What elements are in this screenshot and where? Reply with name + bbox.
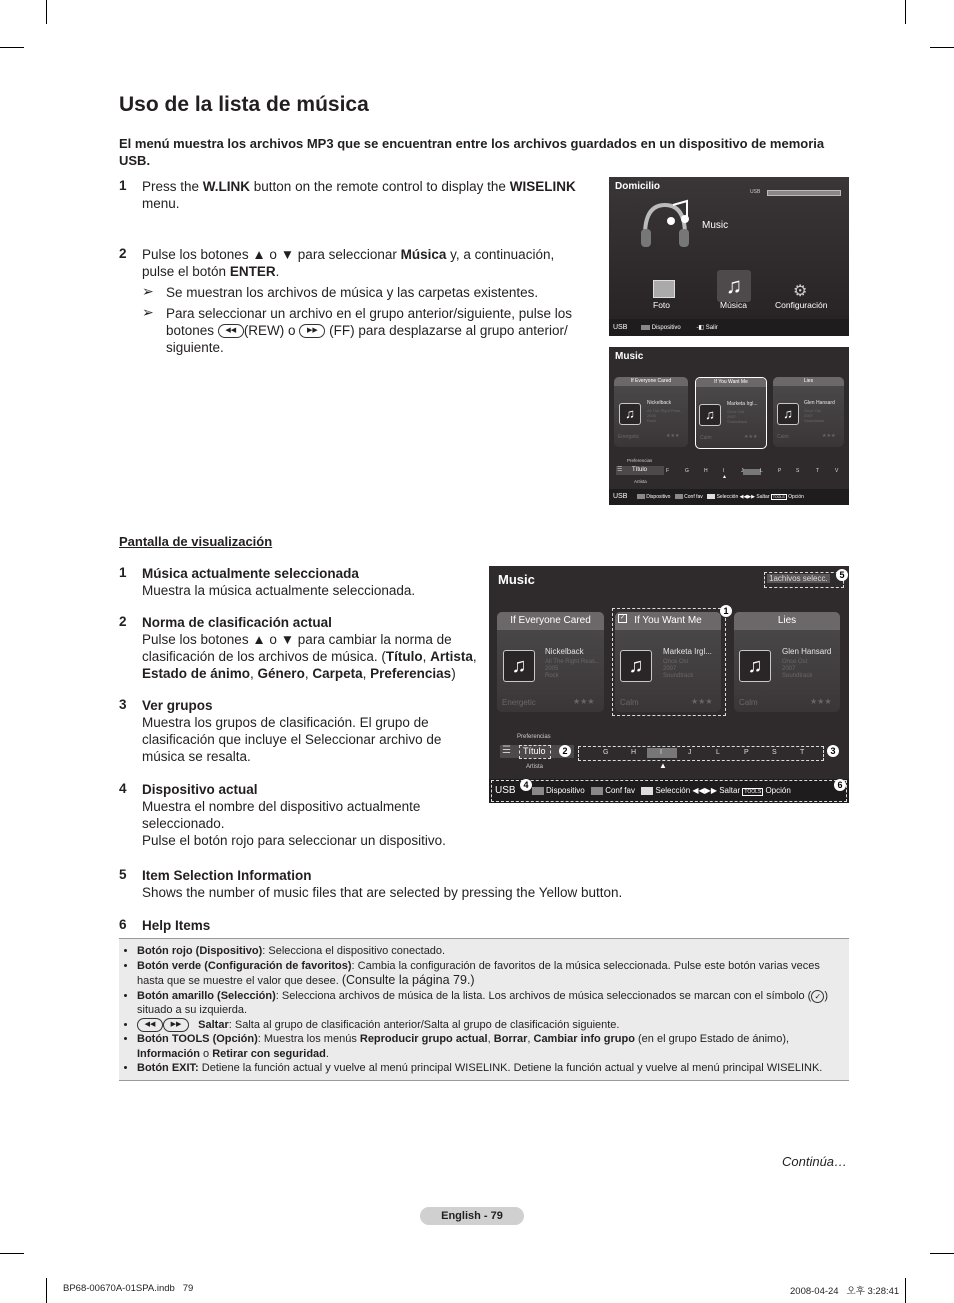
list-icon: ☰ bbox=[617, 467, 623, 473]
item-title: Música actualmente seleccionada bbox=[142, 566, 359, 581]
crop-mark bbox=[0, 47, 24, 48]
help-item: • ◀◀ ▶▶ Saltar: Salta al grupo de clasificación anterior/Salta al grupo de clasificación siguiente. bbox=[137, 1018, 849, 1033]
card-mood: Energetic bbox=[502, 698, 536, 707]
card-title: Lies bbox=[734, 612, 840, 630]
group-letter[interactable]: I bbox=[723, 468, 725, 474]
step-text: button on the remote control to display the bbox=[250, 179, 510, 194]
note-2 bbox=[166, 305, 586, 356]
help-select: Selección bbox=[716, 494, 739, 500]
help-item: • Botón TOOLS (Opción): Muestra los menús Reproducir grupo actual, Borrar, Cambiar info grupo (en el grupo Estado de ánimo), Información o Retirar con seguridad. bbox=[137, 1032, 849, 1061]
item-number: 6 bbox=[119, 917, 127, 932]
checkmark-icon: ✓ bbox=[811, 990, 824, 1003]
rew-icon: ◀◀ bbox=[218, 324, 244, 338]
card-details: Once Ost 2007 Soundtrack bbox=[663, 659, 694, 679]
print-info-right: 2008-04-24 오후 3:28:41 bbox=[790, 1286, 900, 1297]
ff-icon: ▶▶ bbox=[299, 324, 325, 338]
music-list-screen-large bbox=[489, 566, 849, 803]
step-1-text bbox=[142, 178, 592, 212]
item-text: clasificación de los archivos de música. ( bbox=[142, 649, 386, 664]
step-bold: W.LINK bbox=[202, 179, 251, 194]
sort-current: Título bbox=[632, 467, 648, 473]
card-title: If Everyone Cared bbox=[497, 612, 604, 630]
step-text: y, a continuación, pulse el botón bbox=[142, 247, 555, 279]
card-stars: ★★★ bbox=[810, 697, 832, 706]
crop-mark bbox=[46, 1278, 47, 1303]
item-title: Ver grupos bbox=[142, 698, 213, 713]
note-arrow-icon: ➢ bbox=[142, 283, 154, 299]
usb-label: USB bbox=[750, 189, 761, 195]
help-frame bbox=[491, 780, 847, 802]
card-artist: Marketa Irgl... bbox=[663, 647, 712, 656]
group-letter[interactable]: P bbox=[778, 468, 782, 474]
music-note-icon: ♫ bbox=[619, 403, 641, 425]
item-title: Dispositivo actual bbox=[142, 782, 258, 797]
group-letter[interactable]: G bbox=[603, 749, 609, 756]
skip-icon: ◀◀▶▶ bbox=[739, 494, 756, 500]
help-exit: Salir bbox=[705, 325, 718, 331]
sort-prev: Preferencias bbox=[627, 458, 653, 463]
sort-current: Título bbox=[523, 746, 546, 756]
group-letters bbox=[489, 749, 849, 759]
screen-title: Music bbox=[615, 351, 644, 362]
headphones-icon bbox=[637, 197, 693, 255]
item-title: Help Items bbox=[142, 918, 211, 933]
help-device: Dispositivo bbox=[651, 325, 681, 331]
item-title: Item Selection Information bbox=[142, 868, 312, 883]
intro-text: El menú muestra los archivos MP3 que se encuentran entre los archivos guardados en un dispositivo de memoria USB. bbox=[119, 136, 825, 168]
help-item: • Botón verde (Configuración de favoritos): Cambia la configuración de favoritos de la música seleccionada. Pulse este botón varias veces hasta que se muestre el valor que desee. (Consulte la página 79.) bbox=[137, 959, 849, 989]
checkmark-icon: ✓ bbox=[619, 615, 626, 621]
selection-info: 1achivos selecc. bbox=[769, 574, 828, 583]
group-letter[interactable]: I bbox=[660, 749, 662, 756]
help-fav: Conf fav bbox=[684, 494, 703, 500]
group-letter[interactable]: J bbox=[688, 749, 692, 756]
step-text: menu. bbox=[142, 196, 180, 211]
music-card[interactable] bbox=[614, 377, 688, 447]
item-title: Norma de clasificación actual bbox=[142, 615, 332, 630]
crop-mark bbox=[0, 1253, 24, 1254]
crop-mark bbox=[930, 1253, 954, 1254]
card-stars: ★★★ bbox=[573, 697, 595, 706]
help-option: Opción bbox=[788, 494, 804, 500]
group-letter[interactable]: J bbox=[741, 468, 744, 474]
section-title: Pantalla de visualización bbox=[119, 534, 273, 549]
card-stars: ★★★ bbox=[666, 433, 680, 439]
step-text: Pulse los botones ▲ o ▼ para seleccionar bbox=[142, 247, 401, 262]
screen-title: Domicilio bbox=[615, 181, 661, 192]
group-letter[interactable]: V bbox=[835, 468, 839, 474]
help-item: • Botón amarillo (Selección): Selecciona archivos de música de la lista. Los archivos de música seleccionados se marcan con el símbolo ( ✓ ) situado a su izquierda. bbox=[137, 989, 849, 1018]
card-title: If You Want Me bbox=[615, 612, 721, 630]
step-text: Press the bbox=[142, 179, 203, 194]
help-usb: USB bbox=[495, 785, 516, 796]
card-details: All The Right Reas.. 2005 Rock bbox=[647, 408, 683, 423]
group-letter[interactable]: H bbox=[631, 749, 637, 756]
item-number: 3 bbox=[119, 697, 127, 712]
list-icon: ☰ bbox=[502, 745, 511, 756]
music-note-icon: ♫ bbox=[777, 403, 799, 425]
display-item-2: Norma de clasificación actual Pulse los botones ▲ o ▼ para cambiar la norma de clasificación de los archivos de música. (Título, Artista, Estado de ánimo, Género, Carpeta, Preferencias) bbox=[142, 615, 477, 681]
display-item-6 bbox=[142, 917, 210, 934]
group-letter[interactable]: H bbox=[704, 468, 708, 474]
item-number: 5 bbox=[119, 867, 127, 882]
step-bold: WISELINK bbox=[509, 179, 576, 194]
group-letter[interactable]: S bbox=[772, 749, 777, 756]
menu-item-configuracion[interactable]: Configuración bbox=[775, 300, 828, 310]
menu-item-foto[interactable]: Foto bbox=[653, 300, 671, 310]
note-text: Para seleccionar un archivo en el grupo anterior/siguiente, pulse los botones bbox=[166, 306, 572, 338]
note-text: (FF) para desplazarse al grupo anterior/ siguiente. bbox=[166, 323, 568, 355]
step-bold: ENTER bbox=[229, 264, 276, 279]
note-arrow-icon: ➢ bbox=[142, 304, 154, 320]
menu-item-musica[interactable]: Música bbox=[720, 300, 747, 310]
item-number: 2 bbox=[119, 614, 127, 629]
music-note-icon: ♫ bbox=[739, 650, 771, 682]
help-bar bbox=[609, 319, 849, 336]
card-mood: Energetic bbox=[618, 434, 640, 440]
callout-5: 5 bbox=[836, 569, 848, 581]
card-artist: Glen Hansard bbox=[782, 647, 832, 656]
crop-mark bbox=[930, 47, 954, 48]
usb-capacity-bar bbox=[767, 190, 841, 196]
music-card-selected[interactable] bbox=[615, 612, 721, 712]
display-item-5: Item Selection Information Shows the number of music files that are selected by pressing the Yellow button. bbox=[142, 868, 623, 900]
help-skip: Saltar bbox=[756, 494, 770, 500]
wiselink-home-screen bbox=[609, 177, 849, 336]
callout-2: 2 bbox=[559, 745, 571, 757]
group-letter[interactable]: F bbox=[666, 468, 670, 474]
card-details: Once Ost 2007 Soundtrack bbox=[804, 408, 825, 423]
item-text: Muestra la música actualmente seleccionada. bbox=[142, 583, 416, 598]
callout-6: 6 bbox=[834, 779, 846, 791]
red-button-icon bbox=[637, 494, 645, 499]
music-note-icon: ♫ bbox=[620, 650, 652, 682]
yellow-button-icon bbox=[707, 494, 715, 499]
crop-mark bbox=[905, 0, 906, 24]
card-details: All The Right Reas.. 2005 Rock bbox=[545, 659, 599, 679]
continues-label: Continúa… bbox=[782, 1154, 848, 1169]
rew-icon: ◀◀ bbox=[137, 1018, 163, 1032]
step-2-text bbox=[142, 246, 582, 280]
card-title: Lies bbox=[773, 377, 844, 386]
group-pointer-icon: ▲ bbox=[722, 474, 727, 480]
skip-icon: ◀◀▶▶ bbox=[692, 786, 717, 795]
card-mood: Calm bbox=[777, 434, 789, 440]
help-skip: Saltar bbox=[719, 786, 741, 795]
card-title: If Everyone Cared bbox=[614, 377, 688, 386]
display-item-1 bbox=[142, 565, 482, 599]
green-button-icon bbox=[675, 494, 683, 499]
card-mood: Calm bbox=[620, 698, 639, 707]
card-stars: ★★★ bbox=[744, 434, 758, 440]
music-card[interactable] bbox=[497, 612, 604, 712]
card-stars: ★★★ bbox=[822, 433, 836, 439]
step-bold: Música bbox=[400, 247, 447, 262]
sort-next: Artista bbox=[634, 479, 647, 484]
group-letter[interactable]: S bbox=[796, 468, 800, 474]
display-item-3: Ver grupos Muestra los grupos de clasificación. El grupo de clasificación que incluye el Seleccionar archivo de música se resalta. bbox=[142, 698, 442, 764]
crop-mark bbox=[905, 1278, 906, 1303]
screen-title: Music bbox=[498, 572, 535, 587]
group-letters bbox=[609, 468, 849, 476]
exit-icon: -◧ bbox=[696, 325, 705, 331]
help-item: • Botón rojo (Dispositivo): Selecciona el dispositivo conectado. bbox=[137, 944, 849, 959]
page-title: Uso de la lista de música bbox=[119, 93, 369, 116]
print-info-left: BP68-00670A-01SPA.indb 79 bbox=[63, 1283, 194, 1294]
card-title: If You Want Me bbox=[696, 378, 766, 387]
music-card[interactable] bbox=[773, 377, 844, 447]
help-fav: Conf fav bbox=[605, 786, 635, 795]
center-label: Music bbox=[702, 220, 729, 231]
ff-icon: ▶▶ bbox=[163, 1018, 189, 1032]
group-pointer-icon: ▲ bbox=[659, 761, 667, 770]
crop-mark bbox=[46, 0, 47, 24]
music-note-icon: ♫ bbox=[699, 404, 721, 426]
callout-3: 3 bbox=[827, 745, 839, 757]
gear-icon: ⚙ bbox=[793, 283, 808, 300]
tools-icon: TOOLS bbox=[744, 789, 762, 795]
card-mood: Calm bbox=[739, 698, 758, 707]
card-stars: ★★★ bbox=[691, 697, 713, 706]
group-letter[interactable]: L bbox=[716, 749, 720, 756]
card-details: Once Ost 2007 Soundtrack bbox=[727, 409, 748, 424]
help-item: • Botón EXIT: Detiene la función actual y vuelve al menú principal WISELINK. Detiene la función actual y vuelve al menú principal WISELINK. bbox=[137, 1061, 849, 1076]
group-letter[interactable]: L bbox=[760, 468, 763, 474]
music-card-selected[interactable] bbox=[695, 377, 767, 449]
help-items-box bbox=[119, 938, 849, 1081]
note-text: (REW) o bbox=[243, 323, 296, 338]
card-artist: Glen Hansard bbox=[804, 400, 835, 406]
help-bar bbox=[609, 489, 849, 505]
display-item-4: Dispositivo actual Muestra el nombre del dispositivo actualmente seleccionado. Pulse el botón rojo para seleccionar un dispositivo. bbox=[142, 782, 446, 848]
page-number: English - 79 bbox=[420, 1207, 524, 1225]
help-device: Dispositivo bbox=[646, 494, 671, 500]
tools-icon: TOOLS bbox=[772, 495, 785, 499]
sort-next: Artista bbox=[526, 764, 544, 770]
group-letter[interactable]: T bbox=[800, 749, 805, 756]
step-number: 1 bbox=[119, 178, 127, 193]
help-usb: USB bbox=[613, 324, 628, 331]
card-details: Once Ost 2007 Soundtrack bbox=[782, 659, 813, 679]
card-artist: Nickelback bbox=[647, 400, 672, 406]
music-list-screen-small bbox=[609, 347, 849, 505]
music-note-icon: ♫ bbox=[717, 270, 751, 302]
note-1: Se muestran los archivos de música y las carpetas existentes. bbox=[166, 285, 539, 300]
item-number: 1 bbox=[119, 565, 127, 580]
group-letter[interactable]: T bbox=[816, 468, 820, 474]
step-number: 2 bbox=[119, 246, 127, 261]
card-artist: Marketa Irgl... bbox=[727, 401, 758, 407]
sort-prev: Preferencias bbox=[517, 734, 551, 740]
card-mood: Calm bbox=[700, 435, 712, 441]
music-note-icon: ♫ bbox=[503, 650, 535, 682]
music-card[interactable] bbox=[734, 612, 840, 712]
help-select: Selección bbox=[655, 786, 691, 795]
callout-4: 4 bbox=[520, 779, 532, 791]
callout-1: 1 bbox=[720, 605, 732, 617]
help-usb: USB bbox=[613, 493, 628, 500]
photo-icon bbox=[653, 280, 675, 298]
item-text: Pulse los botones ▲ o ▼ para cambiar la norma de bbox=[142, 632, 452, 647]
group-letter[interactable]: P bbox=[744, 749, 749, 756]
help-option: Opción bbox=[765, 786, 791, 795]
item-number: 4 bbox=[119, 781, 127, 796]
step-text: . bbox=[275, 264, 280, 279]
card-artist: Nickelback bbox=[545, 647, 584, 656]
help-device: Dispositivo bbox=[546, 786, 585, 795]
group-letter[interactable]: G bbox=[685, 468, 689, 474]
red-button-icon bbox=[641, 325, 650, 330]
